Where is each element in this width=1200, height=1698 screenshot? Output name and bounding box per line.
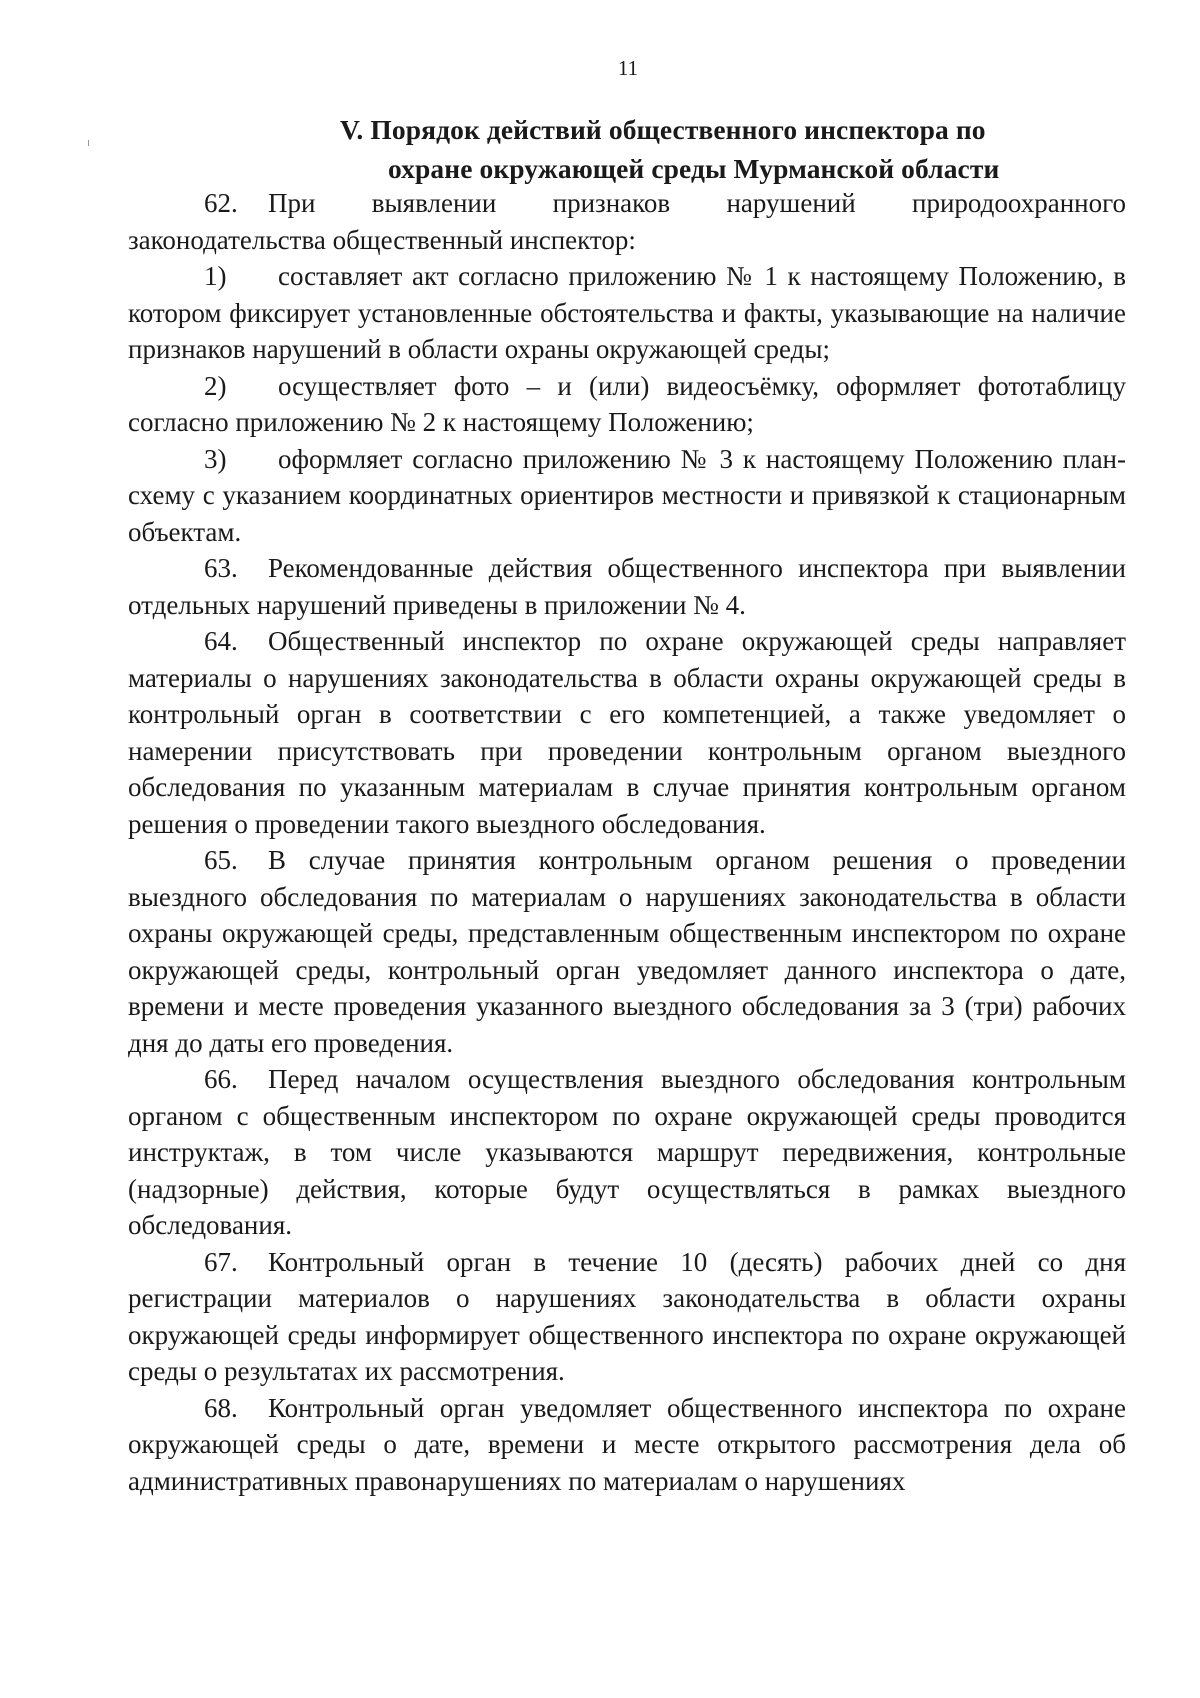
paragraph-number: 66. — [204, 1064, 238, 1094]
paragraph-number: 65. — [204, 845, 238, 875]
paragraph-number: 63. — [204, 553, 238, 583]
page-number: 11 — [617, 56, 639, 80]
paragraph-number: 3) — [204, 443, 227, 474]
paragraph-text: В случае принятия контрольным органом решения о проведении выездного обследования по материалам о нарушениях законодательства в области охраны окружающей среды, представленным общественным инспектором по охране окружающей среды, контрольный орган уведомляет данного инспектора о дате, времени и месте проведения указанного выездного обследования за 3 (три) рабочих дня до даты его проведения. — [128, 845, 1126, 1058]
paragraph-68 — [128, 1390, 1126, 1500]
paragraph-62-item-1 — [128, 258, 1126, 368]
paragraph-text: Рекомендованные действия общественного инспектора при выявлении отдельных нарушений приведены в приложении № 4. — [128, 553, 1126, 620]
paragraph-number: 64. — [204, 626, 238, 656]
paragraph-62 — [128, 185, 1126, 258]
paragraph-65 — [128, 842, 1126, 1061]
paragraph-text: При выявлении признаков нарушений природоохранного законодательства общественный инспектор: — [128, 188, 1126, 255]
paragraph-text: Контрольный орган уведомляет общественного инспектора по охране окружающей среды о дате, времени и месте открытого рассмотрения дела об административных правонарушениях по материалам о нарушениях — [128, 1392, 1126, 1496]
paragraph-number: 1) — [204, 261, 227, 291]
paragraph-62-item-2 — [128, 368, 1126, 441]
paragraph-number: 62. — [204, 188, 238, 218]
paragraph-63 — [128, 550, 1126, 623]
document-body — [128, 185, 1126, 1499]
paragraph-text: составляет акт согласно приложению № 1 к настоящему Положению, в котором фиксирует установленные обстоятельства и факты, указывающие на наличие признаков нарушений в области охраны окружающей среды; — [128, 261, 1126, 364]
paragraph-text: Контрольный орган в течение 10 (десять) рабочих дней со дня регистрации материалов о нарушениях законодательства в области охраны окружающей среды информирует общественного инспектора по охране окружающей среды о результатах их рассмотрения. — [128, 1246, 1126, 1386]
paragraph-64 — [128, 623, 1126, 842]
scan-artifact — [88, 140, 89, 146]
paragraph-text: Общественный инспектор по охране окружающей среды направляет материалы о нарушениях законодательства в области охраны окружающей среды в контрольный орган в соответствии с его компетенцией, а также уведомляет о намерении присутствовать при проведении контрольным органом выездного обследования по указанным материалам в случае принятия контрольным органом решения о проведении такого выездного обследования. — [128, 626, 1126, 839]
paragraph-text: Перед началом осуществления выездного обследования контрольным органом с общественным инспектором по охране окружающей среды проводится инструктаж, в том числе указываются маршрут передвижения, контрольные (надзорные) действия, которые будут осуществляться в рамках выездного обследования. — [128, 1064, 1126, 1240]
paragraph-number: 67. — [204, 1246, 238, 1277]
paragraph-text: оформляет согласно приложению № 3 к настоящему Положению план-схему с указанием координатных ориентиров местности и привязкой к стационарным объектам. — [128, 443, 1126, 547]
paragraph-number: 68. — [204, 1392, 238, 1423]
paragraph-text: осуществляет фото – и (или) видеосъёмку, оформляет фототаблицу согласно приложению № 2 к настоящему Положению; — [128, 370, 1126, 437]
section-title-line-1: V. Порядок действий общественного инспектора по — [340, 114, 986, 145]
section-title — [330, 110, 1130, 188]
paragraph-66 — [128, 1061, 1126, 1244]
section-title-line-2: охране окружающей среды Мурманской области — [388, 153, 1000, 184]
paragraph-67 — [128, 1244, 1126, 1390]
paragraph-62-item-3 — [128, 441, 1126, 551]
paragraph-number: 2) — [204, 370, 227, 401]
